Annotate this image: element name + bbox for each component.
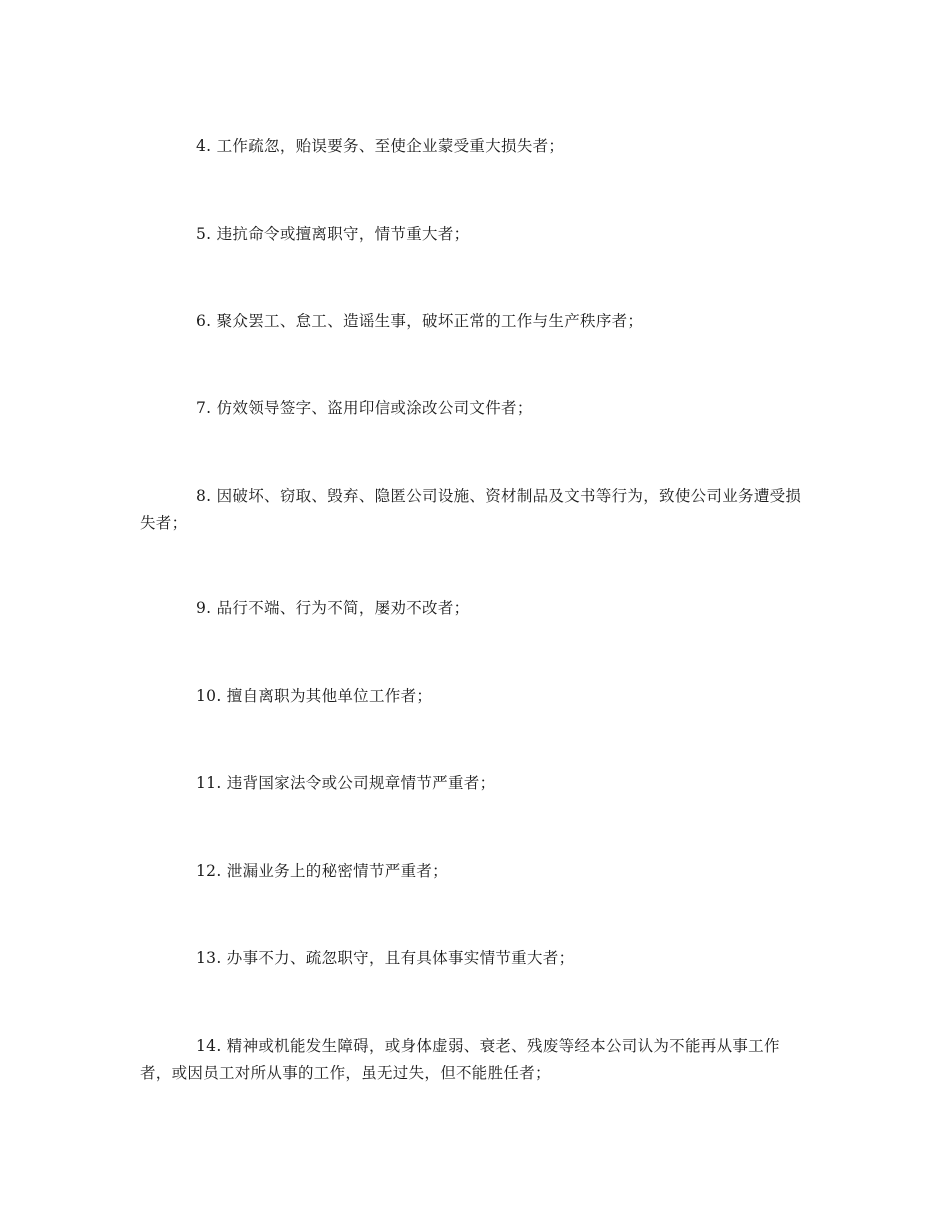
list-item: 5. 违抗命令或擅离职守，情节重大者； bbox=[196, 225, 470, 243]
list-item: 12. 泄漏业务上的秘密情节严重者； bbox=[196, 862, 448, 880]
list-item: 11. 违背国家法令或公司规章情节严重者； bbox=[196, 774, 496, 792]
list-item: 8. 因破坏、窃取、毁弃、隐匿公司设施、资材制品及文书等行为，致使公司业务遭受损失者； bbox=[140, 487, 802, 532]
list-item: 4. 工作疏忽，贻误要务、至使企业蒙受重大损失者； bbox=[196, 137, 565, 155]
list-item: 14. 精神或机能发生障碍，或身体虚弱、衰老、残废等经本公司认为不能再从事工作者，或因员工对所从事的工作，虽无过失，但不能胜任者； bbox=[140, 1037, 780, 1082]
list-item: 6. 聚众罢工、怠工、造谣生事，破坏正常的工作与生产秩序者； bbox=[196, 312, 644, 330]
list-item: 13. 办事不力、疏忽职守，且有具体事实情节重大者； bbox=[196, 949, 575, 967]
list-item: 9. 品行不端、行为不简，屡劝不改者； bbox=[196, 599, 470, 617]
list-item: 7. 仿效领导签字、盗用印信或涂改公司文件者； bbox=[196, 399, 533, 417]
list-item: 10. 擅自离职为其他单位工作者； bbox=[196, 687, 433, 705]
